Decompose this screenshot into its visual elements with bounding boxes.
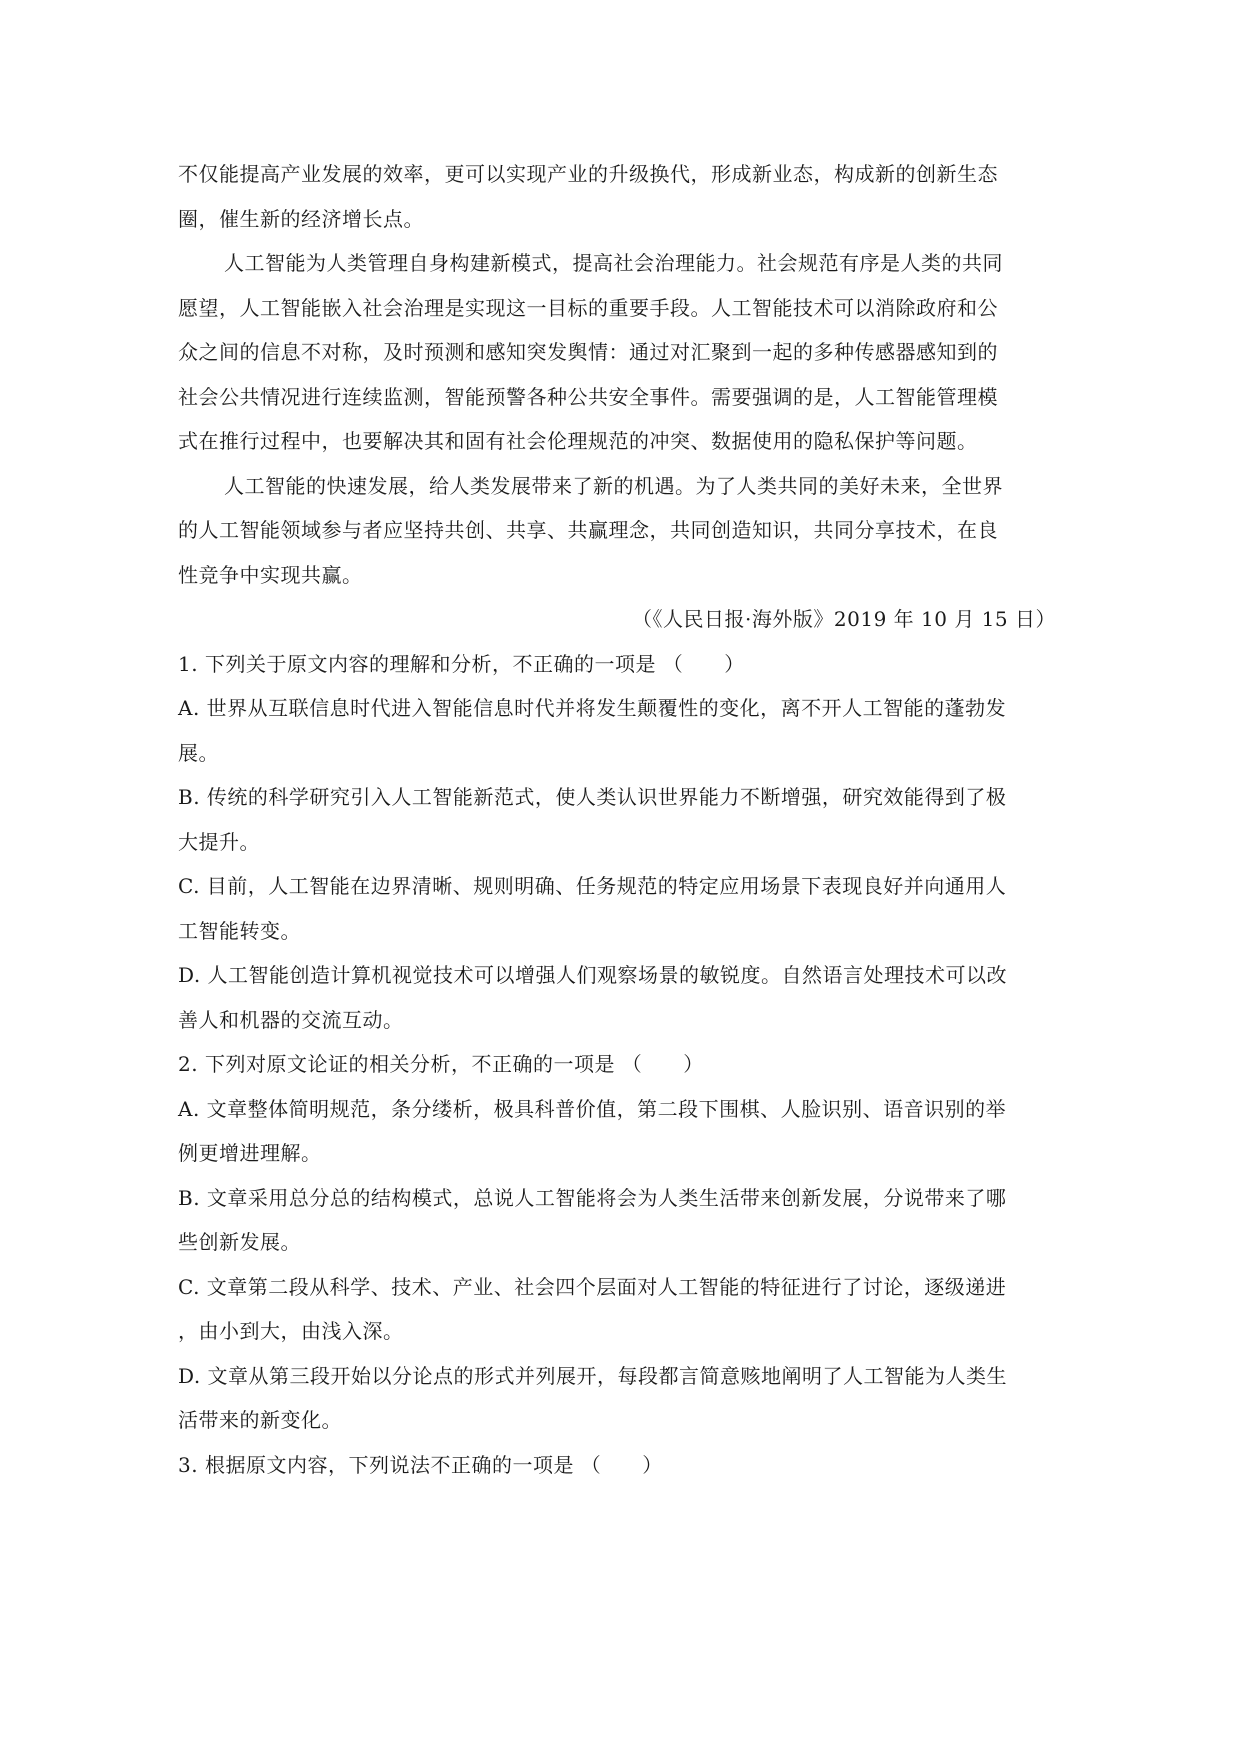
paragraph (178, 241, 1060, 464)
option-line: 大提升。 (178, 829, 260, 854)
text-line: 愿望，人工智能嵌入社会治理是实现这一目标的重要手段。人工智能技术可以消除政府和公 (178, 295, 998, 320)
question-2 (178, 1042, 1060, 1443)
option-d (178, 1354, 1060, 1443)
option-line: D. 人工智能创造计算机视觉技术可以增强人们观察场景的敏锐度。自然语言处理技术可以改 (178, 963, 1008, 987)
option-d (178, 953, 1060, 1042)
text-line: 不仅能提高产业发展的效率，更可以实现产业的升级换代，形成新业态，构成新的创新生态 (178, 162, 998, 186)
option-c (178, 864, 1060, 953)
option-line: C. 文章第二段从科学、技术、产业、社会四个层面对人工智能的特征进行了讨论，逐级递进 (178, 1274, 1007, 1299)
question-stem: 3. 根据原文内容，下列说法不正确的一项是 （ ） (178, 1452, 663, 1477)
question-3 (178, 1443, 1060, 1488)
text-line: 圈，催生新的经济增长点。 (178, 206, 424, 231)
text-line: 众之间的信息不对称，及时预测和感知突发舆情：通过对汇聚到一起的多种传感器感知到的 (178, 340, 998, 364)
question-1 (178, 642, 1060, 1043)
option-line: A. 世界从互联信息时代进入智能信息时代并将发生颠覆性的变化，离不开人工智能的蓬勃发 (178, 696, 1007, 720)
option-line: 善人和机器的交流互动。 (178, 1007, 404, 1032)
option-line: 活带来的新变化。 (178, 1408, 342, 1432)
option-line: D. 文章从第三段开始以分论点的形式并列展开，每段都言简意赅地阐明了人工智能为人类生 (178, 1363, 1008, 1388)
question-stem: 1. 下列关于原文内容的理解和分析，不正确的一项是 （ ） (178, 651, 745, 676)
option-b (178, 775, 1060, 864)
question-stem: 2. 下列对原文论证的相关分析，不正确的一项是 （ ） (178, 1052, 704, 1076)
option-line: ，由小到大，由浅入深。 (178, 1319, 404, 1343)
text-line: 社会公共情况进行连续监测，智能预警各种公共安全事件。需要强调的是，人工智能管理模 (178, 384, 998, 409)
option-line: 例更增进理解。 (178, 1141, 322, 1165)
option-a (178, 686, 1060, 775)
option-line: A. 文章整体简明规范，条分缕析，极具科普价值，第二段下围棋、人脸识别、语音识别的举 (178, 1096, 1007, 1121)
option-c (178, 1265, 1060, 1354)
option-line: 工智能转变。 (178, 918, 301, 943)
option-line: 些创新发展。 (178, 1230, 301, 1254)
text-line: 性竞争中实现共赢。 (178, 562, 363, 587)
text-line: 人工智能为人类管理自身构建新模式，提高社会治理能力。社会规范有序是人类的共同 (224, 251, 1003, 275)
option-a (178, 1087, 1060, 1176)
option-line: B. 传统的科学研究引入人工智能新范式，使人类认识世界能力不断增强，研究效能得到了极 (178, 785, 1007, 809)
option-b (178, 1176, 1060, 1265)
option-line: B. 文章采用总分总的结构模式，总说人工智能将会为人类生活带来创新发展，分说带来了哪 (178, 1185, 1007, 1210)
option-line: C. 目前，人工智能在边界清晰、规则明确、任务规范的特定应用场景下表现良好并向通用人 (178, 874, 1007, 898)
text-line: 式在推行过程中，也要解决其和固有社会伦理规范的冲突、数据使用的隐私保护等问题。 (178, 429, 978, 453)
text-line: 人工智能的快速发展，给人类发展带来了新的机遇。为了人类共同的美好未来，全世界 (224, 473, 1003, 498)
paragraph (178, 152, 1060, 241)
paragraph (178, 464, 1060, 598)
option-line: 展。 (178, 740, 219, 765)
text-line: 的人工智能领域参与者应坚持共创、共享、共赢理念，共同创造知识，共同分享技术，在良 (178, 518, 998, 542)
source-citation: （《人民日报·海外版》2019 年 10 月 15 日） (632, 607, 1056, 631)
document-body (178, 152, 1060, 1487)
